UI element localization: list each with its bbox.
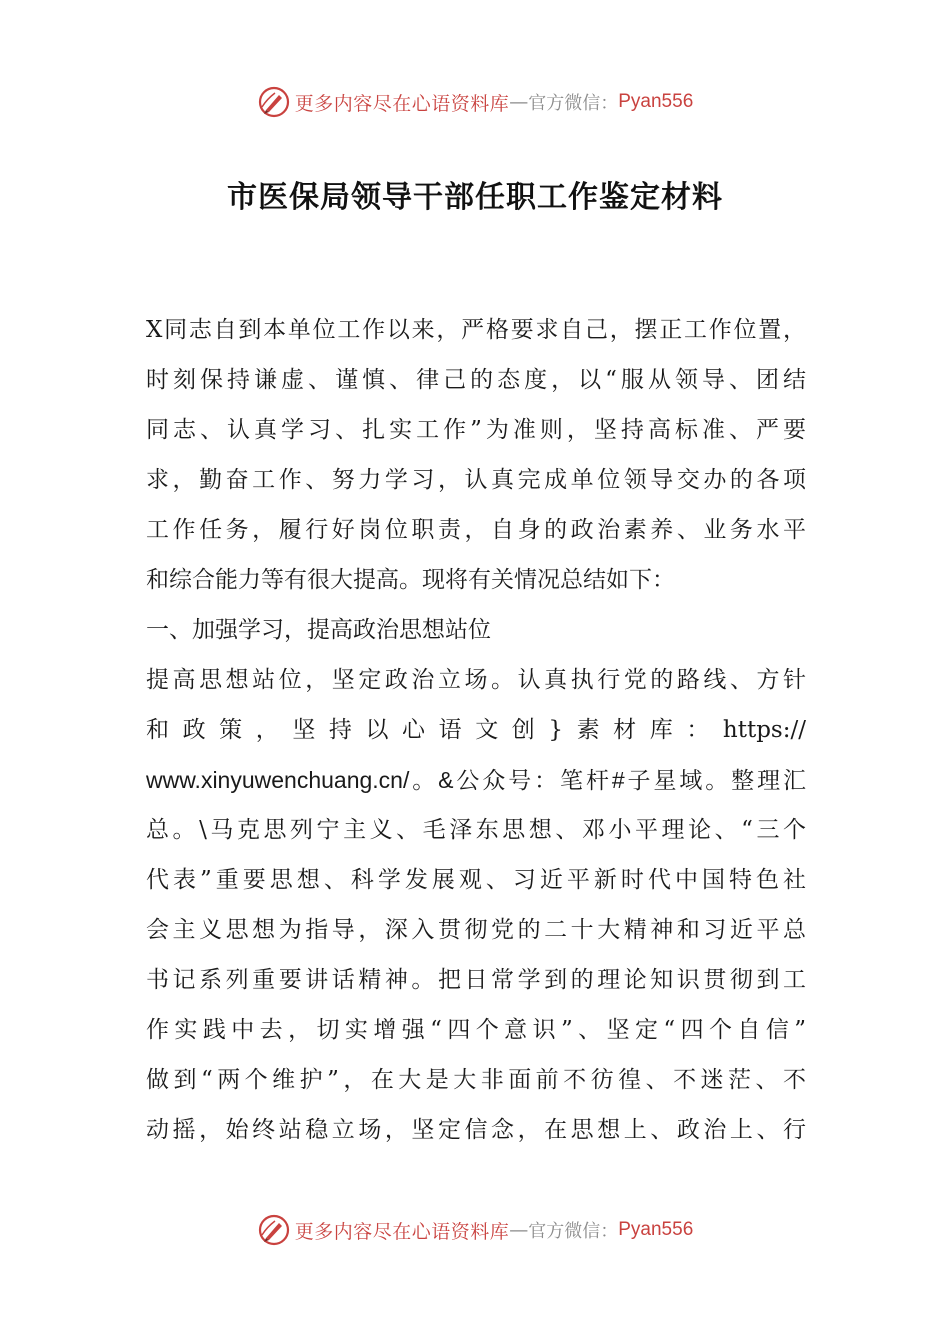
body-line: 和政策，坚持以心语文创}素材库：https:// — [146, 717, 806, 743]
body-line: 工作任务，履行好岗位职责，自身的政治素养、业务水平 — [146, 517, 806, 543]
body-line: 总。\马克思列宁主义、毛泽东思想、邓小平理论、“三个 — [146, 817, 806, 843]
body-line: 作实践中去，切实增强“四个意识”、坚定“四个自信” — [146, 1017, 806, 1043]
document-body — [146, 305, 806, 1155]
banner-brand-text: 更多内容尽在心语资料库 — [294, 1220, 510, 1243]
body-line: 求，勤奋工作、努力学习，认真完成单位领导交办的各项 — [146, 467, 806, 493]
banner-contact-id: Pyan556 — [618, 91, 694, 112]
banner-brand-text: 更多内容尽在心语资料库 — [294, 92, 510, 115]
body-line: 和综合能力等有很大提高。现将有关情况总结如下： — [146, 567, 675, 593]
body-line: 做到“两个维护”，在大是大非面前不彷徨、不迷茫、不 — [146, 1067, 806, 1093]
body-line: 提高思想站位，坚定政治立场。认真执行党的路线、方针 — [146, 667, 806, 693]
body-line: 会主义思想为指导，深入贯彻党的二十大精神和习近平总 — [146, 917, 806, 943]
body-line-url: www.xinyuwenchuang.cn/。&公众号：笔杆#子星域。整理汇 — [146, 767, 806, 793]
header-banner — [0, 82, 950, 122]
pen-logo-icon — [257, 1213, 291, 1247]
footer-banner — [0, 1210, 950, 1250]
body-line: 书记系列重要讲话精神。把日常学到的理论知识贯彻到工 — [146, 967, 806, 993]
section-heading: 一、加强学习，提高政治思想站位 — [146, 617, 491, 643]
pen-logo-icon — [257, 85, 291, 119]
document-title: 市医保局领导干部任职工作鉴定材料 — [227, 180, 723, 215]
body-line: 同志、认真学习、扎实工作”为准则，坚持高标准、严要 — [146, 417, 806, 443]
banner-separator: — — [509, 1219, 529, 1241]
banner-contact-label: 官方微信： — [528, 1221, 619, 1242]
body-line: 时刻保持谦虚、谨慎、律己的态度，以“服从领导、团结 — [146, 367, 806, 393]
banner-separator: — — [509, 91, 529, 113]
body-line: X同志自到本单位工作以来，严格要求自己，摆正工作位置， — [146, 317, 806, 343]
body-line: 代表”重要思想、科学发展观、习近平新时代中国特色社 — [146, 867, 806, 893]
body-line: 动摇，始终站稳立场，坚定信念，在思想上、政治上、行 — [146, 1117, 806, 1143]
banner-contact-label: 官方微信： — [528, 93, 619, 114]
banner-contact-id: Pyan556 — [618, 1219, 694, 1240]
